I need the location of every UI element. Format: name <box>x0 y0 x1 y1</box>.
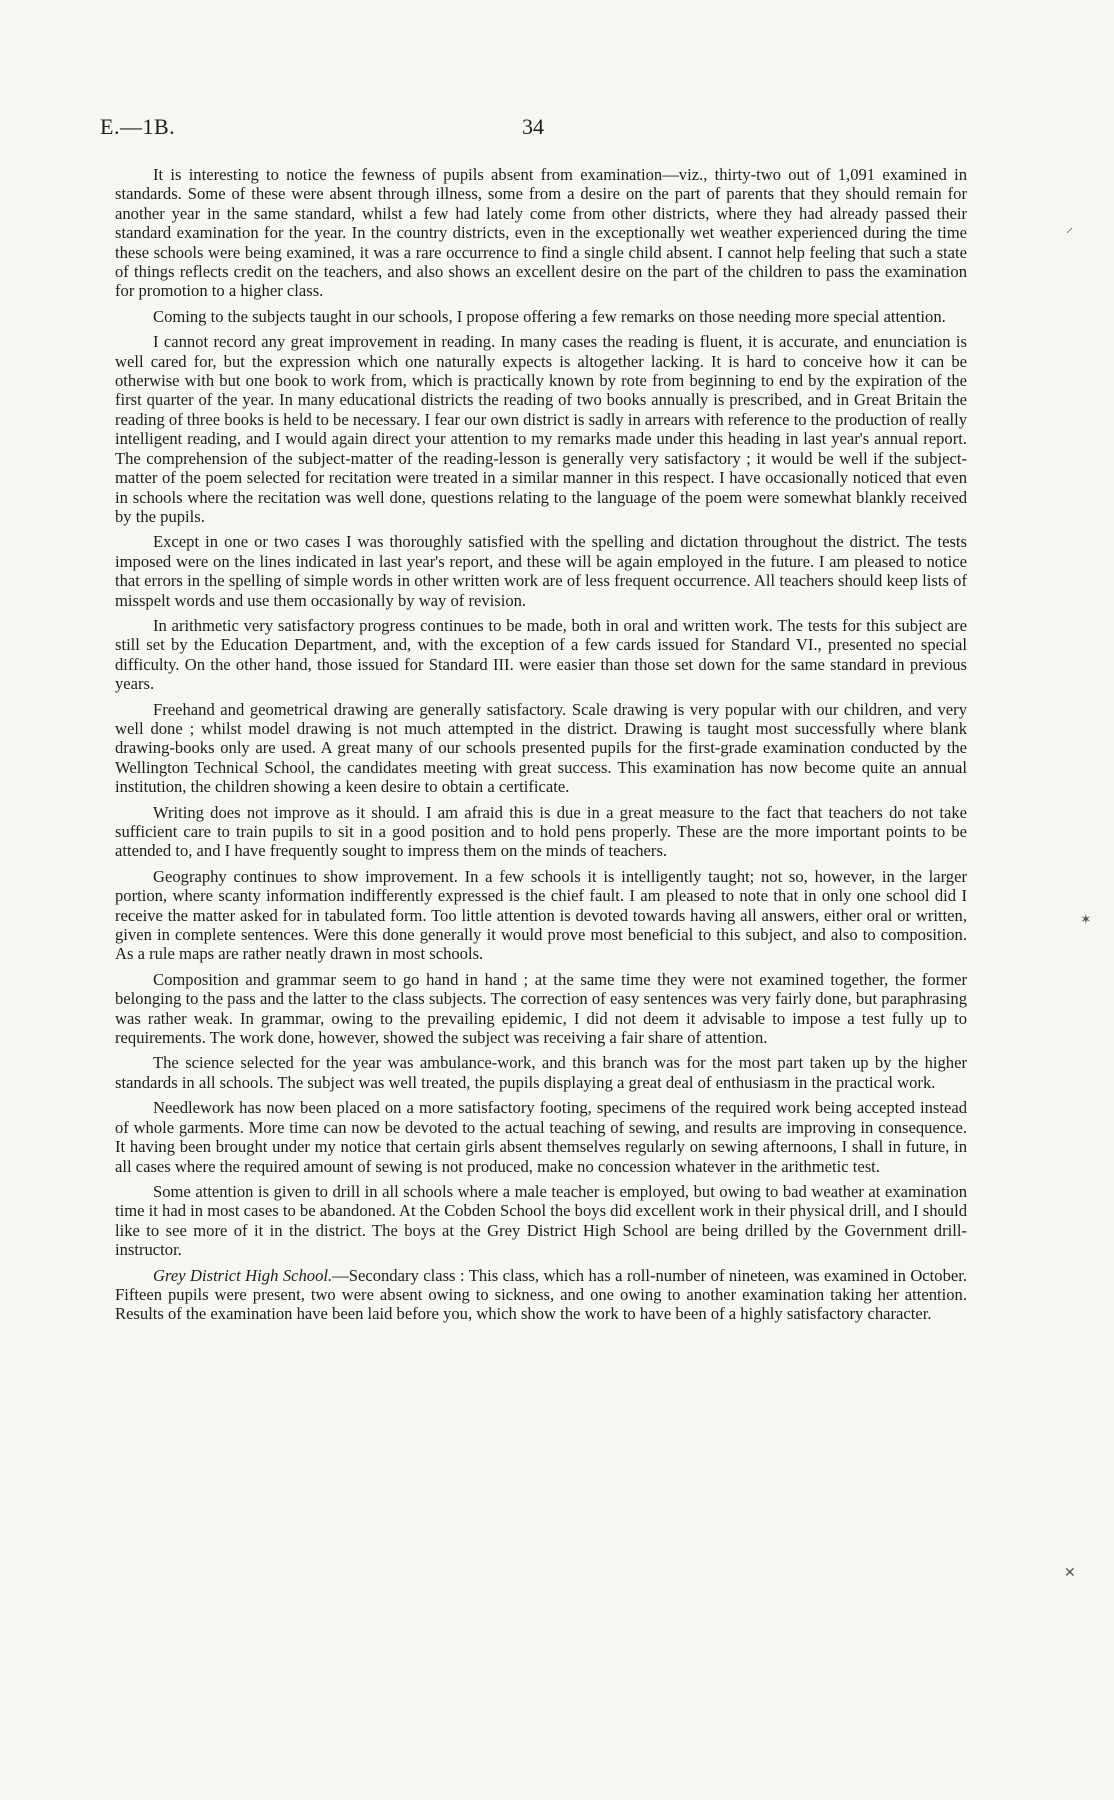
high-school-text: —Secondary class : This class, which has a roll-number of nineteen, was examined in October. Fifteen pupils were present, two were absent owing to sickness, and one owing to another examination taking her attention. Results of the examination have been laid before you, which show the work to have been of a highly satisfactory character. <box>115 1265 967 1324</box>
paragraph-writing: Writing does not improve as it should. I am afraid this is due in a great measure to the fact that teachers do not take sufficient care to train pupils to sit in a good position and to hold pens properly. These are the more important points to be attended to, and I have frequently sought to impress them on the minds of teachers. <box>115 802 967 861</box>
paragraph-drawing: Freehand and geometrical drawing are generally satisfactory. Scale drawing is very popular with our children, and very well done ; whilst model drawing is not much attempted in the district. Drawing is taught most successfully where blank drawing-books only are used. A great many of our schools presented pupils for the first-grade examination conducted by the Wellington Technical School, the candidates meeting with great success. This examination has now become quite an annual institution, the children showing a keen desire to obtain a certificate. <box>115 699 967 797</box>
page-header <box>100 114 980 148</box>
paragraph-composition-grammar: Composition and grammar seem to go hand in hand ; at the same time they were not examined together, the former belonging to the pass and the latter to the class subjects. The correction of easy sentences was very fairly done, but paraphrasing was rather weak. In grammar, owing to the prevailing epidemic, I did not deem it advisable to impose a test fully up to requirements. The work done, however, showed the subject was receiving a fair share of attention. <box>115 969 967 1048</box>
paragraph-arithmetic: In arithmetic very satisfactory progress continues to be made, both in oral and written work. The tests for this subject are still set by the Education Department, and, with the exception of a few cards issued for Standard VI., presented no special difficulty. On the other hand, those issued for Standard III. were easier than those set down for the same standard in previous years. <box>115 615 967 694</box>
paragraph-high-school <box>115 1266 967 1324</box>
paragraph-spelling: Except in one or two cases I was thoroughly satisfied with the spelling and dictation throughout the district. The tests imposed were on the lines indicated in last year's report, and these will be again employed in the future. I am pleased to notice that errors in the spelling of simple words in other written work are of less frequent occurrence. All teachers should keep lists of misspelt words and use them occasionally by way of revision. <box>115 532 967 610</box>
margin-stray-mark: ✶ <box>1080 912 1092 928</box>
paragraph-needlework: Needlework has now been placed on a more satisfactory footing, specimens of the required work being accepted instead of whole garments. More time can now be devoted to the actual teaching of sewing, and results are improving in consequence. It having been brought under my notice that certain girls absent themselves regularly on sewing afternoons, I shall in future, in all cases where the required amount of sewing is not produced, make no concession whatever in the arithmetic test. <box>115 1098 967 1176</box>
paragraph-drill: Some attention is given to drill in all schools where a male teacher is employed, but owing to bad weather at examination time it had in most cases to be abandoned. At the Cobden School the boys did excellent work in their physical drill, and I should like to see more of it in the district. The boys at the Grey District High School are being drilled by the Government drill-instructor. <box>115 1181 967 1260</box>
paragraph-reading: I cannot record any great improvement in reading. In many cases the reading is fluent, it is accurate, and enunciation is well cared for, but the expression which one naturally expects is altogether lacking. It is hard to conceive how it can be otherwise with but one book to work from, which is practically known by rote from beginning to end by the expiration of the first quarter of the year. In many educational districts the reading of two books annually is prescribed, and in Great Britain the reading of three books is held to be necessary. I fear our own district is sadly in arrears with reference to the production of really intelligent reading, and I would again direct your attention to my remarks made under this heading in last year's annual report. The comprehension of the subject-matter of the reading-lesson is generally very satisfactory ; it would be well if the subject-matter of the poem selected for recitation were treated in a similar manner in this respect. I have occasionally noticed that even in schools where the recitation was well done, questions relating to the language of the poem were somewhat blankly received by the pupils. <box>115 332 967 526</box>
document-reference: E.—1B. <box>100 114 176 139</box>
paragraph-science: The science selected for the year was ambulance-work, and this branch was for the most part taken up by the higher standards in all schools. The subject was well treated, the pupils displaying a great deal of enthusiasm in the practical work. <box>115 1053 967 1092</box>
high-school-heading: Grey District High School. <box>153 1265 333 1285</box>
report-body <box>115 165 967 1330</box>
page-number: 34 <box>522 114 544 139</box>
paragraph-subjects-intro: Coming to the subjects taught in our schools, I propose offering a few remarks on those needing more special attention. <box>153 306 946 326</box>
paragraph-attendance: It is interesting to notice the fewness of pupils absent from examination—viz., thirty-two out of 1,091 examined in standards. Some of these were absent through illness, some from a desire on the part of parents that they should remain for another year in the same standard, whilst a few had lately come from other districts, where they had already passed their standard examination for the year. In the country districts, even in the exceptionally wet weather experienced during the time these schools were being examined, it was a rare occurrence to find a single child absent. I cannot help feeling that such a state of things reflects credit on the teachers, and also shows an excellent desire on the part of the children to pass the examination for promotion to a higher class. <box>115 165 967 301</box>
margin-stray-mark: ⸝ <box>1066 220 1073 236</box>
paragraph-geography: Geography continues to show improvement. In a few schools it is intelligently taught; not so, however, in the larger portion, where scanty information indifferently expressed is the chief fault. I am pleased to note that in only one school did I receive the matter asked for in tabulated form. Too little attention is devoted towards having all answers, either oral or written, given in complete sentences. Were this done generally it would prove most beneficial to this subject, and also to composition. As a rule maps are rather neatly drawn in most schools. <box>115 866 967 964</box>
margin-stray-mark: ✕ <box>1064 1565 1076 1581</box>
